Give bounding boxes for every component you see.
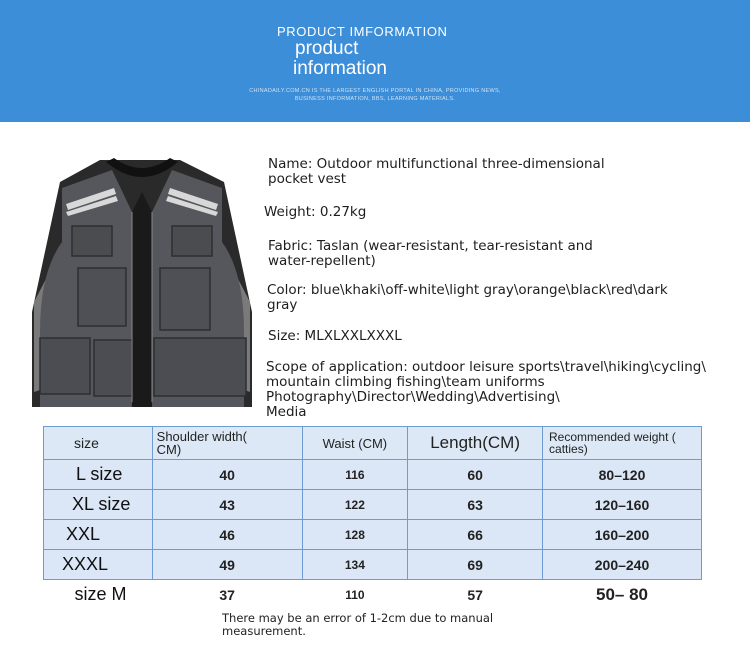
row-weight: 200–240	[543, 550, 702, 580]
product-scope-line1: Scope of application: outdoor leisure sports\travel\hiking\cycling\	[266, 359, 706, 375]
row-length: 63	[408, 490, 543, 520]
banner-fine-print	[225, 87, 525, 103]
product-scope-line4: Media	[266, 404, 307, 420]
row-shoulder: 43	[152, 490, 302, 520]
row-size: XXL	[44, 520, 153, 550]
row-waist: 128	[302, 520, 408, 550]
header-recommended-weight	[543, 427, 702, 460]
vest-product-image	[20, 152, 264, 414]
row-waist: 110	[345, 587, 365, 602]
row-weight: 160–200	[543, 520, 702, 550]
table-row	[44, 490, 702, 520]
row-weight: 50– 80	[596, 584, 648, 604]
product-color-line2: gray	[267, 297, 298, 313]
product-color	[267, 283, 668, 313]
table-row	[44, 580, 702, 610]
product-name-line1: Name: Outdoor multifunctional three-dimensional	[268, 156, 605, 172]
product-fabric-line2: water-repellent)	[268, 253, 376, 269]
header-banner	[0, 0, 750, 122]
row-length: 66	[408, 520, 543, 550]
header-shoulder	[152, 427, 302, 460]
product-fabric-line1: Fabric: Taslan (wear-resistant, tear-resistant and	[268, 238, 593, 254]
header-size: size	[44, 427, 153, 460]
banner-subtitle-line1: product	[295, 38, 359, 59]
row-size: size M	[74, 584, 127, 604]
table-header-row	[44, 427, 702, 460]
size-chart-table	[43, 426, 702, 609]
row-length: 57	[467, 586, 483, 603]
header-shoulder-line1: Shoulder width(	[156, 429, 247, 444]
row-shoulder: 46	[152, 520, 302, 550]
product-scope	[266, 360, 706, 420]
header-waist: Waist (CM)	[302, 427, 408, 460]
header-weight-line2: catties)	[549, 442, 588, 456]
row-weight: 120–160	[543, 490, 702, 520]
row-weight: 80–120	[543, 460, 702, 490]
banner-subtitle-line2: information	[293, 58, 387, 79]
measurement-note-line1: There may be an error of 1-2cm due to manual	[222, 611, 494, 625]
product-size: Size: MLXLXXLXXXL	[268, 328, 402, 344]
row-length: 69	[408, 550, 543, 580]
row-shoulder: 49	[152, 550, 302, 580]
header-length: Length(CM)	[408, 427, 543, 460]
product-weight: Weight: 0.27kg	[264, 204, 367, 220]
table-row	[44, 520, 702, 550]
row-shoulder: 37	[219, 586, 235, 603]
row-size: L size	[44, 460, 153, 490]
banner-fine-print-line1: CHINADAILY.COM.CN IS THE LARGEST ENGLISH PORTAL IN CHINA, PROVIDING NEWS,	[249, 88, 501, 94]
banner-title: PRODUCT IMFORMATION	[277, 24, 448, 39]
measurement-note-line2: measurement.	[222, 624, 306, 638]
product-fabric	[268, 239, 593, 269]
row-size: XXXL	[44, 550, 153, 580]
table-row	[44, 550, 702, 580]
row-length: 60	[408, 460, 543, 490]
product-color-line1: Color: blue\khaki\off-white\light gray\orange\black\red\dark	[267, 282, 668, 298]
header-shoulder-line2: CM)	[156, 442, 182, 457]
product-name-line2: pocket vest	[268, 171, 347, 187]
banner-fine-print-line2: BUSINESS INFORMATION, BBS, LEARNING MATERIALS.	[294, 96, 456, 102]
product-scope-line3: Photography\Director\Wedding\Advertising\	[266, 389, 560, 405]
row-waist: 122	[302, 490, 408, 520]
row-waist: 134	[302, 550, 408, 580]
row-shoulder: 40	[152, 460, 302, 490]
measurement-note	[222, 612, 542, 638]
table-row	[44, 460, 702, 490]
row-waist: 116	[302, 460, 408, 490]
header-weight-line1: Recommended weight (	[549, 430, 676, 444]
row-size: XL size	[44, 490, 153, 520]
product-name	[268, 157, 605, 187]
product-scope-line2: mountain climbing fishing\team uniforms	[266, 374, 545, 390]
